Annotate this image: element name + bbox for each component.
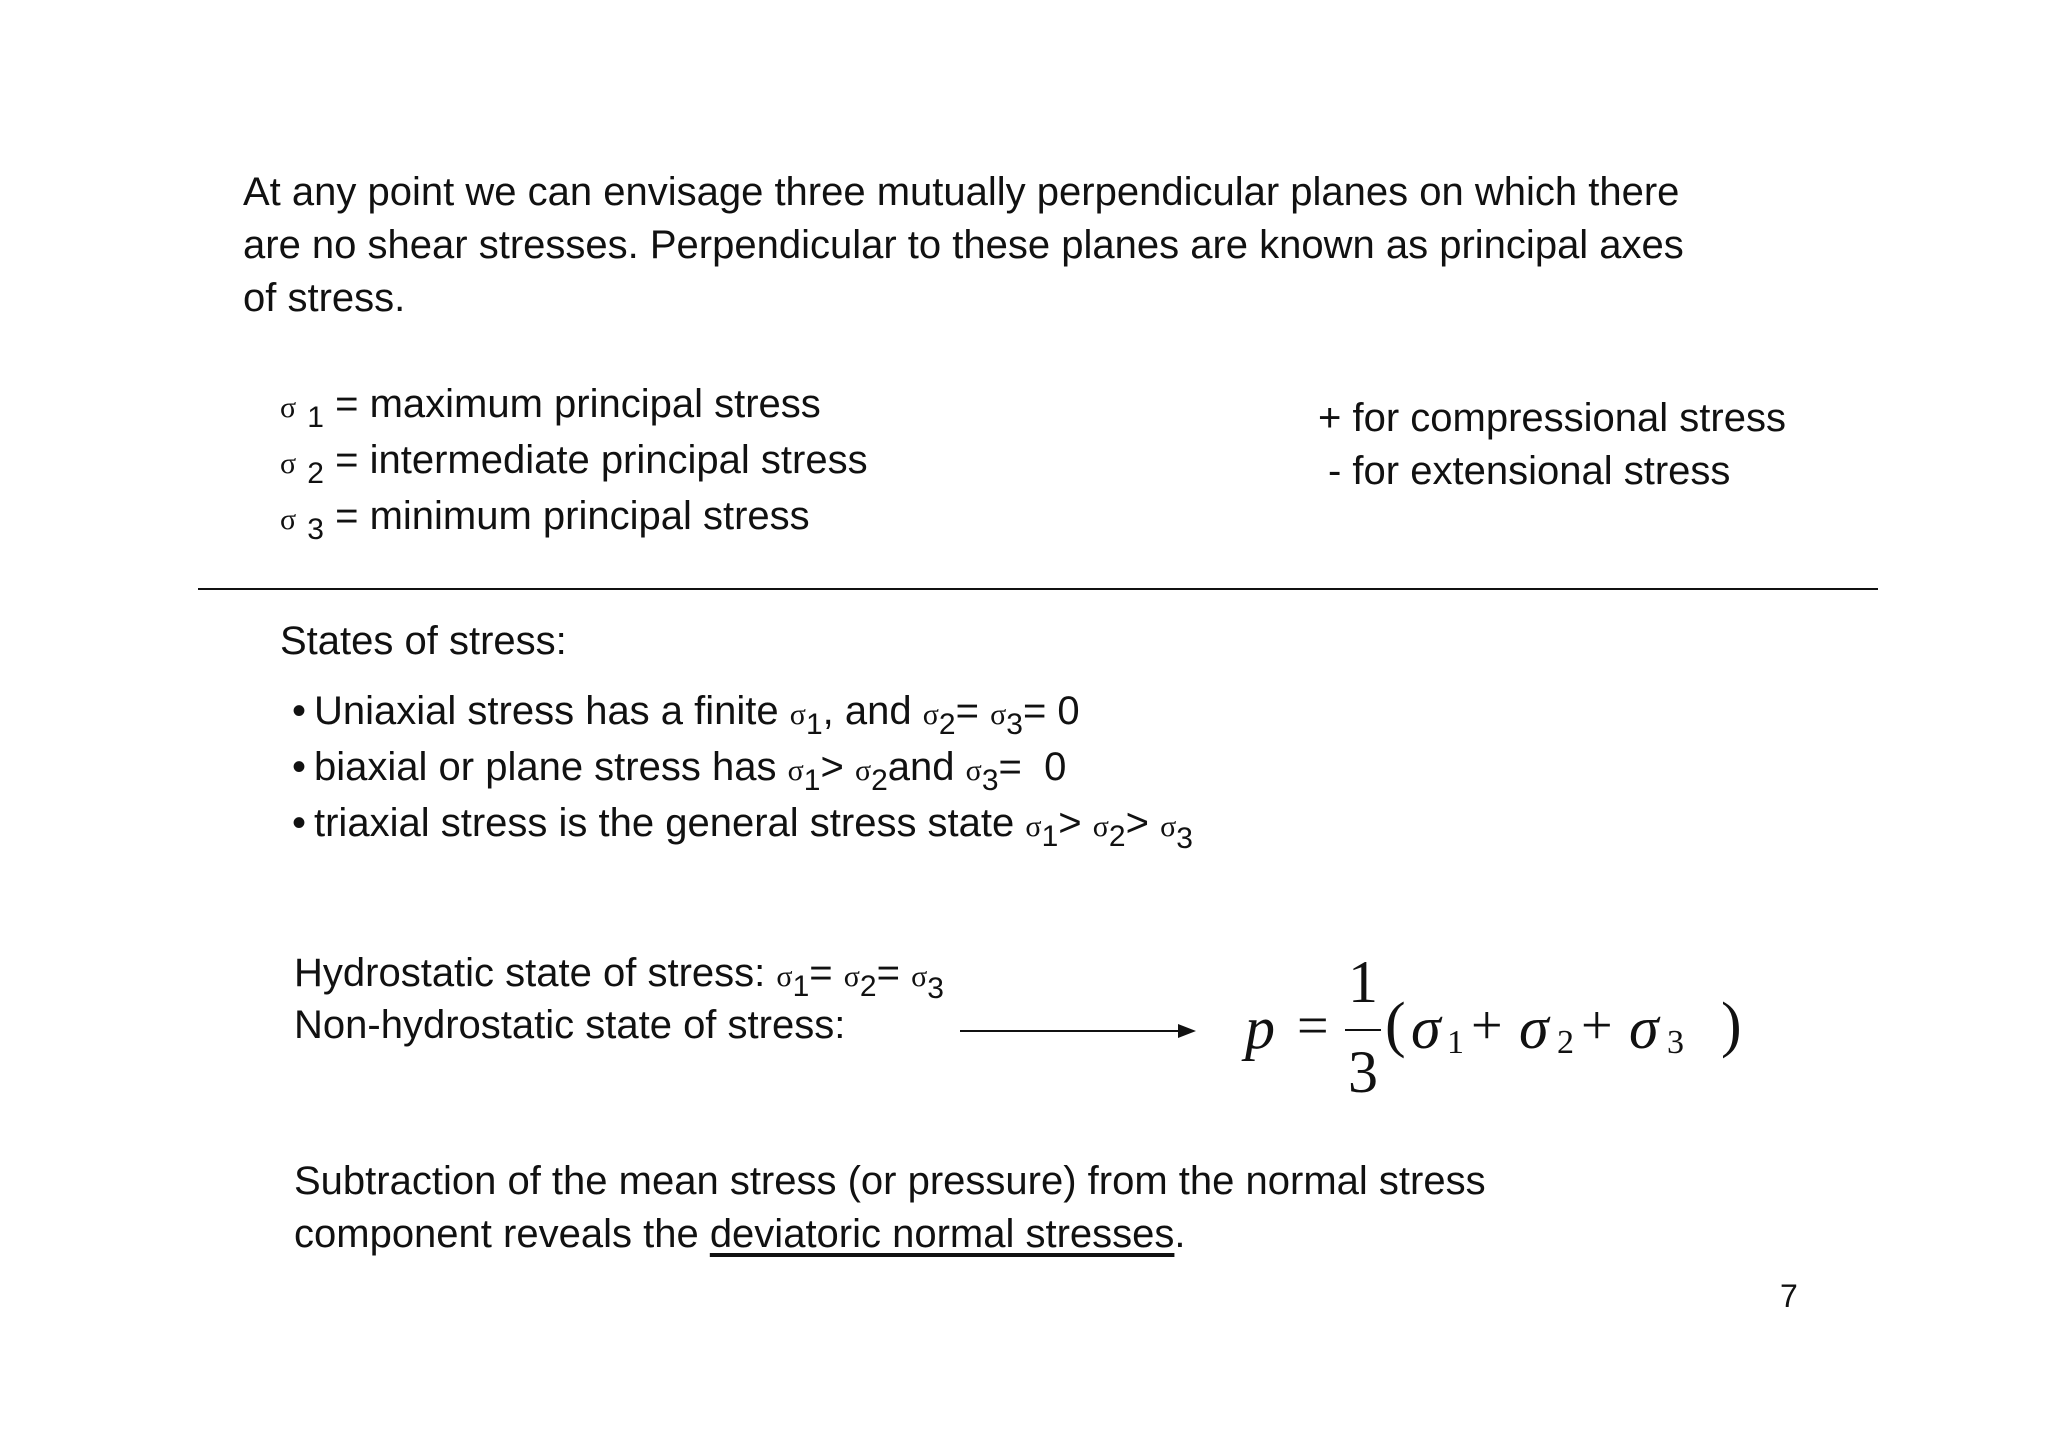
deviatoric-line-2: [294, 1208, 1486, 1261]
bullet-uniaxial: [292, 685, 1193, 741]
sign-convention: [1318, 392, 1786, 498]
subscript: 2: [859, 970, 877, 1003]
formula-numerator: 1: [1348, 949, 1378, 1015]
subscript: 1: [792, 970, 810, 1003]
sigma-symbol: σ: [1092, 810, 1109, 843]
formula-right-paren: ): [1721, 991, 1742, 1059]
bullet-text: Uniaxial stress has a finite: [314, 689, 779, 733]
principal-stress-list: [280, 378, 868, 546]
sigma-symbol: σ: [843, 960, 860, 993]
bullet-icon: •: [292, 745, 307, 789]
subscript: 1: [307, 401, 324, 434]
deviatoric-line-1: Subtraction of the mean stress (or pressure) from the normal stress: [294, 1159, 1486, 1203]
formula-sub-2: 2: [1557, 1024, 1574, 1061]
and-text: and: [887, 745, 955, 789]
compressional-sign: + for compressional stress: [1318, 396, 1786, 440]
extensional-sign: - for extensional stress: [1328, 449, 1731, 493]
sigma-symbol: σ: [280, 503, 297, 536]
bullet-icon: •: [292, 689, 307, 733]
equals: =: [809, 951, 833, 995]
principal-stress-3: [280, 490, 868, 546]
subscript: 1: [803, 764, 821, 797]
sigma-symbol: σ: [280, 447, 297, 480]
formula-sigma-3: σ: [1629, 995, 1659, 1061]
intro-line-3: of stress.: [243, 276, 406, 320]
bullet-text: biaxial or plane stress has: [314, 745, 777, 789]
sigma-symbol: σ: [922, 698, 939, 731]
sigma-symbol: σ: [854, 754, 872, 787]
deviatoric-text: component reveals the: [294, 1212, 710, 1256]
subscript: 2: [1108, 820, 1126, 853]
mean-stress-formula: [1245, 949, 1765, 1105]
sigma-symbol: σ: [789, 698, 806, 731]
subscript: 2: [307, 457, 324, 490]
sigma-symbol: σ: [911, 960, 928, 993]
intro-paragraph: [243, 166, 1863, 325]
non-hydrostatic-label: Non-hydrostatic state of stress:: [294, 1003, 846, 1047]
equals: =: [955, 689, 979, 733]
formula-sub-1: 1: [1447, 1024, 1464, 1061]
formula-plus-1: +: [1471, 995, 1503, 1057]
subscript: 3: [307, 513, 324, 546]
formula-left-paren: (: [1385, 991, 1406, 1059]
greater-than: >: [820, 745, 844, 789]
deviatoric-term: deviatoric normal stresses: [709, 1212, 1175, 1256]
subscript: 2: [871, 764, 888, 797]
definition-text: = maximum principal stress: [335, 382, 821, 426]
sigma-symbol: σ: [1160, 810, 1177, 843]
states-bullet-list: [292, 685, 1193, 853]
sigma-symbol: σ: [280, 391, 297, 424]
arrow-right-icon: [958, 1016, 1198, 1046]
and-text: , and: [822, 689, 912, 733]
formula-p: p: [1245, 995, 1275, 1061]
hydrostatic-label: Hydrostatic state of stress:: [294, 951, 766, 995]
subscript: 3: [981, 764, 999, 797]
subscript: 1: [805, 708, 823, 741]
sigma-symbol: σ: [965, 754, 982, 787]
equals-zero: = 0: [998, 745, 1067, 789]
bullet-triaxial: [292, 797, 1193, 853]
principal-stress-2: [280, 434, 868, 490]
greater-than: >: [1058, 801, 1082, 845]
subscript: 1: [1041, 820, 1059, 853]
period: .: [1174, 1212, 1186, 1256]
bullet-text: triaxial stress is the general stress state: [314, 801, 1015, 845]
states-heading: States of stress:: [280, 619, 567, 663]
formula-equals: =: [1297, 995, 1329, 1057]
subscript: 3: [1176, 822, 1193, 855]
subscript: 3: [1006, 708, 1023, 741]
definition-text: = intermediate principal stress: [335, 438, 868, 482]
divider-line: [198, 588, 1878, 590]
formula-denominator: 3: [1348, 1039, 1378, 1105]
subscript: 2: [938, 708, 956, 741]
formula-sigma-1: σ: [1411, 995, 1441, 1061]
page-number: 7: [1780, 1278, 1798, 1314]
deviatoric-paragraph: [294, 1155, 1486, 1261]
formula-plus-2: +: [1581, 995, 1613, 1057]
definition-text: = minimum principal stress: [335, 494, 810, 538]
equals: =: [876, 951, 900, 995]
bullet-biaxial: [292, 741, 1193, 797]
formula-sub-3: 3: [1667, 1024, 1684, 1061]
sigma-symbol: σ: [787, 754, 804, 787]
hydrostatic-line: [294, 947, 944, 1003]
intro-line-1: At any point we can envisage three mutually perpendicular planes on which there: [243, 170, 1680, 214]
sigma-symbol: σ: [990, 698, 1007, 731]
subscript: 3: [927, 972, 944, 1005]
greater-than: >: [1125, 801, 1149, 845]
formula-sigma-2: σ: [1519, 995, 1549, 1061]
sigma-symbol: σ: [1025, 810, 1042, 843]
intro-line-2: are no shear stresses. Perpendicular to these planes are known as principal axes: [243, 223, 1684, 267]
fraction-bar: [1345, 1029, 1381, 1031]
principal-stress-1: [280, 378, 868, 434]
sigma-symbol: σ: [776, 960, 793, 993]
bullet-icon: •: [292, 801, 307, 845]
equals-zero: = 0: [1022, 689, 1080, 733]
